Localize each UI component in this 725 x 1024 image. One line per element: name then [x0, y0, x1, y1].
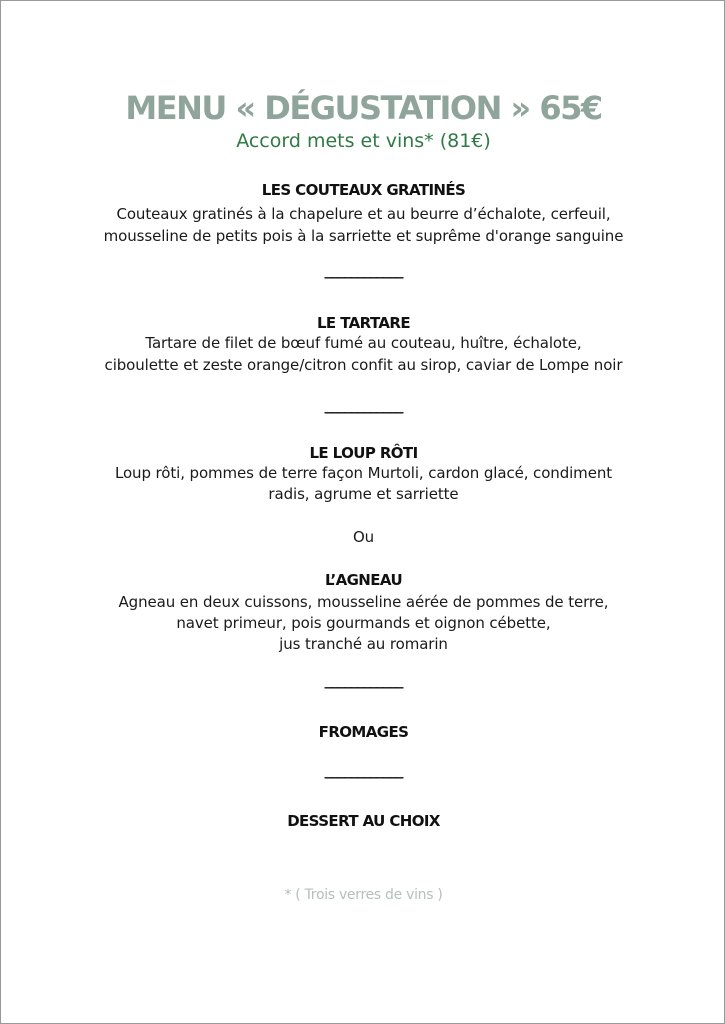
course-description-line: Agneau en deux cuissons, mousseline aérée de pommes de terre, — [118, 593, 609, 611]
course-heading-loup: LE LOUP RÔTI — [309, 444, 418, 462]
alternative-or-text: Ou — [352, 528, 375, 546]
course-heading-couteaux: LES COUTEAUX GRATINÉS — [261, 181, 466, 199]
course-description-line: Loup rôti, pommes de terre façon Murtoli, cardon glacé, condiment — [114, 464, 613, 482]
course-description-line: navet primeur, pois gourmands et oignon cébette, — [176, 614, 551, 632]
wine-pairing-subtitle: Accord mets et vins* (81€) — [236, 130, 491, 152]
course-heading-fromages: FROMAGES — [318, 723, 409, 741]
section-separator: ____________ — [324, 396, 403, 414]
section-separator: ____________ — [324, 761, 403, 779]
course-heading-tartare: LE TARTARE — [316, 314, 411, 332]
menu-title: MENU « DÉGUSTATION » 65€ — [125, 89, 602, 127]
course-description-line: Couteaux gratinés à la chapelure et au beurre d’échalote, cerfeuil, — [116, 205, 611, 223]
course-description-line: radis, agrume et sarriette — [268, 485, 459, 503]
course-description-line: mousseline de petits pois à la sarriette et suprême d'orange sanguine — [103, 227, 624, 245]
course-description-line: ciboulette et zeste orange/citron confit au sirop, caviar de Lompe noir — [104, 356, 623, 374]
course-heading-dessert: DESSERT AU CHOIX — [287, 812, 440, 830]
wine-footnote: * ( Trois verres de vins ) — [284, 887, 443, 903]
course-description-line: Tartare de filet de bœuf fumé au couteau, huître, échalote, — [145, 334, 582, 352]
course-heading-agneau: L’AGNEAU — [324, 571, 403, 589]
course-description-line: jus tranché au romarin — [279, 635, 448, 653]
section-separator: ____________ — [324, 261, 403, 279]
section-separator: ____________ — [324, 671, 403, 689]
